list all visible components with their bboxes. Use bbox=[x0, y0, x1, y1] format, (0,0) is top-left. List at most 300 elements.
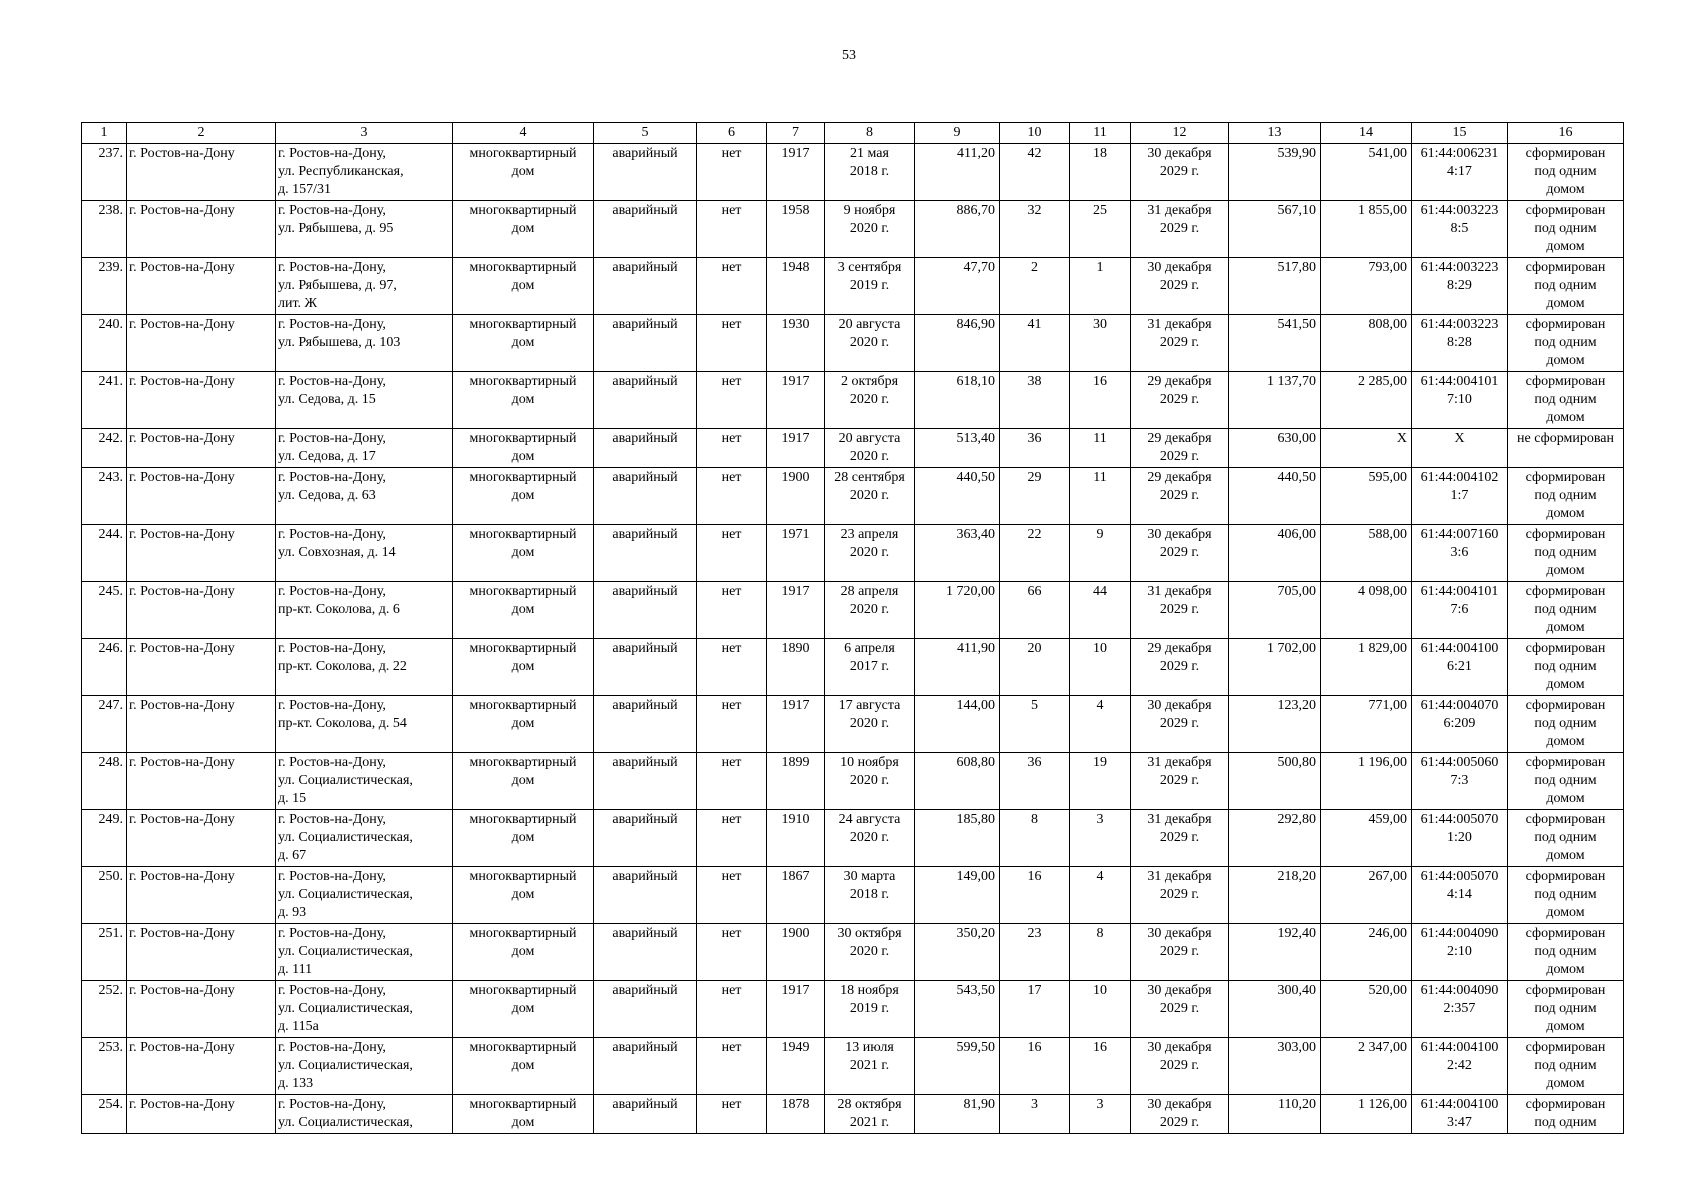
building-type-cell: многоквартирный дом bbox=[453, 867, 594, 924]
condition-cell: аварийный bbox=[594, 924, 697, 981]
row-number: 250. bbox=[82, 867, 127, 924]
row-number: 237. bbox=[82, 144, 127, 201]
area-cell: 363,40 bbox=[915, 525, 1000, 582]
cadastral-number-cell: 61:44:004102 1:7 bbox=[1412, 468, 1508, 525]
address-cell: г. Ростов-на-Дону, ул. Республиканская, д. 157/31 bbox=[276, 144, 453, 201]
land-status-cell: сформирован под одним домом bbox=[1508, 315, 1624, 372]
building-type-cell: многоквартирный дом bbox=[453, 258, 594, 315]
column-header-15: 15 bbox=[1412, 123, 1508, 144]
year-cell: 1948 bbox=[767, 258, 825, 315]
deadline-cell: 30 декабря 2029 г. bbox=[1131, 525, 1229, 582]
recognition-date-cell: 23 апреля 2020 г. bbox=[825, 525, 915, 582]
flag-cell: нет bbox=[697, 810, 767, 867]
housing-registry-table bbox=[81, 122, 1624, 1134]
recognition-date-cell: 20 августа 2020 г. bbox=[825, 315, 915, 372]
value-14-cell: 588,00 bbox=[1321, 525, 1412, 582]
flag-cell: нет bbox=[697, 981, 767, 1038]
residents-cell: 16 bbox=[1000, 1038, 1070, 1095]
area-cell: 185,80 bbox=[915, 810, 1000, 867]
value-14-cell: 1 829,00 bbox=[1321, 639, 1412, 696]
recognition-date-cell: 13 июля 2021 г. bbox=[825, 1038, 915, 1095]
land-status-cell: сформирован под одним домом bbox=[1508, 924, 1624, 981]
value-13-cell: 630,00 bbox=[1229, 429, 1321, 468]
land-status-cell: сформирован под одним домом bbox=[1508, 582, 1624, 639]
value-13-cell: 292,80 bbox=[1229, 810, 1321, 867]
row-number: 251. bbox=[82, 924, 127, 981]
cadastral-number-cell: 61:44:004101 7:10 bbox=[1412, 372, 1508, 429]
row-number: 245. bbox=[82, 582, 127, 639]
residents-cell: 23 bbox=[1000, 924, 1070, 981]
flag-cell: нет bbox=[697, 696, 767, 753]
value-14-cell: 520,00 bbox=[1321, 981, 1412, 1038]
cadastral-number-cell: 61:44:006231 4:17 bbox=[1412, 144, 1508, 201]
apartments-cell: 8 bbox=[1070, 924, 1131, 981]
column-header-3: 3 bbox=[276, 123, 453, 144]
row-number: 249. bbox=[82, 810, 127, 867]
condition-cell: аварийный bbox=[594, 315, 697, 372]
column-header-4: 4 bbox=[453, 123, 594, 144]
flag-cell: нет bbox=[697, 315, 767, 372]
land-status-cell: сформирован под одним домом bbox=[1508, 258, 1624, 315]
building-type-cell: многоквартирный дом bbox=[453, 429, 594, 468]
area-cell: 411,90 bbox=[915, 639, 1000, 696]
table-row bbox=[82, 582, 1624, 639]
city-cell: г. Ростов-на-Дону bbox=[127, 639, 276, 696]
condition-cell: аварийный bbox=[594, 201, 697, 258]
apartments-cell: 44 bbox=[1070, 582, 1131, 639]
apartments-cell: 16 bbox=[1070, 1038, 1131, 1095]
row-number: 254. bbox=[82, 1095, 127, 1134]
cadastral-number-cell: 61:44:004100 3:47 bbox=[1412, 1095, 1508, 1134]
row-number: 248. bbox=[82, 753, 127, 810]
condition-cell: аварийный bbox=[594, 525, 697, 582]
year-cell: 1917 bbox=[767, 582, 825, 639]
apartments-cell: 3 bbox=[1070, 810, 1131, 867]
area-cell: 149,00 bbox=[915, 867, 1000, 924]
land-status-cell: не сформирован bbox=[1508, 429, 1624, 468]
deadline-cell: 30 декабря 2029 г. bbox=[1131, 144, 1229, 201]
address-cell: г. Ростов-на-Дону, ул. Седова, д. 15 bbox=[276, 372, 453, 429]
column-header-1: 1 bbox=[82, 123, 127, 144]
area-cell: 608,80 bbox=[915, 753, 1000, 810]
deadline-cell: 29 декабря 2029 г. bbox=[1131, 429, 1229, 468]
condition-cell: аварийный bbox=[594, 468, 697, 525]
value-14-cell: 808,00 bbox=[1321, 315, 1412, 372]
flag-cell: нет bbox=[697, 144, 767, 201]
value-14-cell: 267,00 bbox=[1321, 867, 1412, 924]
recognition-date-cell: 6 апреля 2017 г. bbox=[825, 639, 915, 696]
deadline-cell: 31 декабря 2029 г. bbox=[1131, 582, 1229, 639]
condition-cell: аварийный bbox=[594, 144, 697, 201]
recognition-date-cell: 24 августа 2020 г. bbox=[825, 810, 915, 867]
table-row bbox=[82, 696, 1624, 753]
value-13-cell: 500,80 bbox=[1229, 753, 1321, 810]
table-row bbox=[82, 525, 1624, 582]
recognition-date-cell: 2 октября 2020 г. bbox=[825, 372, 915, 429]
recognition-date-cell: 3 сентября 2019 г. bbox=[825, 258, 915, 315]
deadline-cell: 30 декабря 2029 г. bbox=[1131, 981, 1229, 1038]
flag-cell: нет bbox=[697, 525, 767, 582]
building-type-cell: многоквартирный дом bbox=[453, 1038, 594, 1095]
apartments-cell: 16 bbox=[1070, 372, 1131, 429]
value-13-cell: 705,00 bbox=[1229, 582, 1321, 639]
cadastral-number-cell: 61:44:003223 8:5 bbox=[1412, 201, 1508, 258]
deadline-cell: 30 декабря 2029 г. bbox=[1131, 924, 1229, 981]
apartments-cell: 10 bbox=[1070, 981, 1131, 1038]
cadastral-number-cell: 61:44:004090 2:357 bbox=[1412, 981, 1508, 1038]
address-cell: г. Ростов-на-Дону, ул. Рябышева, д. 97, лит. Ж bbox=[276, 258, 453, 315]
condition-cell: аварийный bbox=[594, 582, 697, 639]
apartments-cell: 9 bbox=[1070, 525, 1131, 582]
apartments-cell: 4 bbox=[1070, 867, 1131, 924]
cadastral-number-cell: 61:44:004100 6:21 bbox=[1412, 639, 1508, 696]
city-cell: г. Ростов-на-Дону bbox=[127, 315, 276, 372]
city-cell: г. Ростов-на-Дону bbox=[127, 981, 276, 1038]
table-row bbox=[82, 201, 1624, 258]
value-13-cell: 539,90 bbox=[1229, 144, 1321, 201]
apartments-cell: 3 bbox=[1070, 1095, 1131, 1134]
table-header bbox=[82, 123, 1624, 144]
address-cell: г. Ростов-на-Дону, ул. Рябышева, д. 103 bbox=[276, 315, 453, 372]
apartments-cell: 25 bbox=[1070, 201, 1131, 258]
row-number: 241. bbox=[82, 372, 127, 429]
table-row bbox=[82, 810, 1624, 867]
residents-cell: 36 bbox=[1000, 429, 1070, 468]
table-row bbox=[82, 867, 1624, 924]
city-cell: г. Ростов-на-Дону bbox=[127, 258, 276, 315]
column-header-12: 12 bbox=[1131, 123, 1229, 144]
year-cell: 1899 bbox=[767, 753, 825, 810]
apartments-cell: 19 bbox=[1070, 753, 1131, 810]
column-header-10: 10 bbox=[1000, 123, 1070, 144]
area-cell: 47,70 bbox=[915, 258, 1000, 315]
deadline-cell: 30 декабря 2029 г. bbox=[1131, 1095, 1229, 1134]
address-cell: г. Ростов-на-Дону, пр-кт. Соколова, д. 22 bbox=[276, 639, 453, 696]
area-cell: 846,90 bbox=[915, 315, 1000, 372]
year-cell: 1949 bbox=[767, 1038, 825, 1095]
city-cell: г. Ростов-на-Дону bbox=[127, 201, 276, 258]
value-14-cell: 1 126,00 bbox=[1321, 1095, 1412, 1134]
land-status-cell: сформирован под одним домом bbox=[1508, 372, 1624, 429]
residents-cell: 32 bbox=[1000, 201, 1070, 258]
deadline-cell: 31 декабря 2029 г. bbox=[1131, 867, 1229, 924]
area-cell: 144,00 bbox=[915, 696, 1000, 753]
address-cell: г. Ростов-на-Дону, ул. Совхозная, д. 14 bbox=[276, 525, 453, 582]
year-cell: 1917 bbox=[767, 981, 825, 1038]
value-13-cell: 1 137,70 bbox=[1229, 372, 1321, 429]
apartments-cell: 10 bbox=[1070, 639, 1131, 696]
table-row bbox=[82, 315, 1624, 372]
address-cell: г. Ростов-на-Дону, пр-кт. Соколова, д. 6 bbox=[276, 582, 453, 639]
column-header-6: 6 bbox=[697, 123, 767, 144]
apartments-cell: 30 bbox=[1070, 315, 1131, 372]
condition-cell: аварийный bbox=[594, 753, 697, 810]
flag-cell: нет bbox=[697, 582, 767, 639]
table-row bbox=[82, 753, 1624, 810]
cadastral-number-cell: 61:44:005070 4:14 bbox=[1412, 867, 1508, 924]
cadastral-number-cell: 61:44:005070 1:20 bbox=[1412, 810, 1508, 867]
land-status-cell: сформирован под одним домом bbox=[1508, 753, 1624, 810]
address-cell: г. Ростов-на-Дону, ул. Социалистическая, д. 133 bbox=[276, 1038, 453, 1095]
land-status-cell: сформирован под одним домом bbox=[1508, 981, 1624, 1038]
value-14-cell: 246,00 bbox=[1321, 924, 1412, 981]
land-status-cell: сформирован под одним домом bbox=[1508, 1038, 1624, 1095]
building-type-cell: многоквартирный дом bbox=[453, 696, 594, 753]
condition-cell: аварийный bbox=[594, 429, 697, 468]
building-type-cell: многоквартирный дом bbox=[453, 582, 594, 639]
table-row bbox=[82, 468, 1624, 525]
year-cell: 1890 bbox=[767, 639, 825, 696]
value-13-cell: 300,40 bbox=[1229, 981, 1321, 1038]
building-type-cell: многоквартирный дом bbox=[453, 468, 594, 525]
value-13-cell: 1 702,00 bbox=[1229, 639, 1321, 696]
building-type-cell: многоквартирный дом bbox=[453, 1095, 594, 1134]
area-cell: 513,40 bbox=[915, 429, 1000, 468]
column-header-5: 5 bbox=[594, 123, 697, 144]
value-14-cell: 793,00 bbox=[1321, 258, 1412, 315]
residents-cell: 16 bbox=[1000, 867, 1070, 924]
value-14-cell: 1 196,00 bbox=[1321, 753, 1412, 810]
recognition-date-cell: 30 октября 2020 г. bbox=[825, 924, 915, 981]
table-row bbox=[82, 639, 1624, 696]
year-cell: 1958 bbox=[767, 201, 825, 258]
address-cell: г. Ростов-на-Дону, ул. Социалистическая, д. 115а bbox=[276, 981, 453, 1038]
address-cell: г. Ростов-на-Дону, пр-кт. Соколова, д. 54 bbox=[276, 696, 453, 753]
value-13-cell: 406,00 bbox=[1229, 525, 1321, 582]
year-cell: 1900 bbox=[767, 468, 825, 525]
cadastral-number-cell: 61:44:004090 2:10 bbox=[1412, 924, 1508, 981]
value-13-cell: 567,10 bbox=[1229, 201, 1321, 258]
column-header-13: 13 bbox=[1229, 123, 1321, 144]
table-body bbox=[82, 144, 1624, 1134]
value-14-cell: 459,00 bbox=[1321, 810, 1412, 867]
flag-cell: нет bbox=[697, 924, 767, 981]
building-type-cell: многоквартирный дом bbox=[453, 981, 594, 1038]
address-cell: г. Ростов-на-Дону, ул. Рябышева, д. 95 bbox=[276, 201, 453, 258]
row-number: 238. bbox=[82, 201, 127, 258]
value-14-cell: 1 855,00 bbox=[1321, 201, 1412, 258]
table-row bbox=[82, 429, 1624, 468]
condition-cell: аварийный bbox=[594, 867, 697, 924]
residents-cell: 3 bbox=[1000, 1095, 1070, 1134]
city-cell: г. Ростов-на-Дону bbox=[127, 468, 276, 525]
year-cell: 1917 bbox=[767, 372, 825, 429]
value-13-cell: 218,20 bbox=[1229, 867, 1321, 924]
residents-cell: 29 bbox=[1000, 468, 1070, 525]
condition-cell: аварийный bbox=[594, 639, 697, 696]
column-header-16: 16 bbox=[1508, 123, 1624, 144]
flag-cell: нет bbox=[697, 1038, 767, 1095]
residents-cell: 8 bbox=[1000, 810, 1070, 867]
cadastral-number-cell: 61:44:004101 7:6 bbox=[1412, 582, 1508, 639]
city-cell: г. Ростов-на-Дону bbox=[127, 582, 276, 639]
column-header-7: 7 bbox=[767, 123, 825, 144]
area-cell: 618,10 bbox=[915, 372, 1000, 429]
row-number: 239. bbox=[82, 258, 127, 315]
address-cell: г. Ростов-на-Дону, ул. Социалистическая, д. 67 bbox=[276, 810, 453, 867]
cadastral-number-cell: 61:44:003223 8:28 bbox=[1412, 315, 1508, 372]
cadastral-number-cell: 61:44:004070 6:209 bbox=[1412, 696, 1508, 753]
column-header-8: 8 bbox=[825, 123, 915, 144]
city-cell: г. Ростов-на-Дону bbox=[127, 429, 276, 468]
table-row bbox=[82, 981, 1624, 1038]
residents-cell: 22 bbox=[1000, 525, 1070, 582]
apartments-cell: 1 bbox=[1070, 258, 1131, 315]
value-13-cell: 110,20 bbox=[1229, 1095, 1321, 1134]
building-type-cell: многоквартирный дом bbox=[453, 144, 594, 201]
flag-cell: нет bbox=[697, 1095, 767, 1134]
building-type-cell: многоквартирный дом bbox=[453, 924, 594, 981]
column-header-11: 11 bbox=[1070, 123, 1131, 144]
building-type-cell: многоквартирный дом bbox=[453, 810, 594, 867]
table-row bbox=[82, 1095, 1624, 1134]
building-type-cell: многоквартирный дом bbox=[453, 315, 594, 372]
header-row bbox=[82, 123, 1624, 144]
city-cell: г. Ростов-на-Дону bbox=[127, 810, 276, 867]
area-cell: 886,70 bbox=[915, 201, 1000, 258]
building-type-cell: многоквартирный дом bbox=[453, 525, 594, 582]
recognition-date-cell: 28 апреля 2020 г. bbox=[825, 582, 915, 639]
flag-cell: нет bbox=[697, 639, 767, 696]
value-14-cell: 595,00 bbox=[1321, 468, 1412, 525]
row-number: 246. bbox=[82, 639, 127, 696]
cadastral-number-cell: X bbox=[1412, 429, 1508, 468]
area-cell: 350,20 bbox=[915, 924, 1000, 981]
building-type-cell: многоквартирный дом bbox=[453, 201, 594, 258]
city-cell: г. Ростов-на-Дону bbox=[127, 1038, 276, 1095]
recognition-date-cell: 30 марта 2018 г. bbox=[825, 867, 915, 924]
land-status-cell: сформирован под одним bbox=[1508, 1095, 1624, 1134]
value-13-cell: 303,00 bbox=[1229, 1038, 1321, 1095]
recognition-date-cell: 28 октября 2021 г. bbox=[825, 1095, 915, 1134]
land-status-cell: сформирован под одним домом bbox=[1508, 867, 1624, 924]
city-cell: г. Ростов-на-Дону bbox=[127, 1095, 276, 1134]
condition-cell: аварийный bbox=[594, 981, 697, 1038]
area-cell: 440,50 bbox=[915, 468, 1000, 525]
page-number: 53 bbox=[842, 48, 856, 63]
recognition-date-cell: 20 августа 2020 г. bbox=[825, 429, 915, 468]
condition-cell: аварийный bbox=[594, 258, 697, 315]
apartments-cell: 4 bbox=[1070, 696, 1131, 753]
value-14-cell: 771,00 bbox=[1321, 696, 1412, 753]
table-row bbox=[82, 1038, 1624, 1095]
year-cell: 1878 bbox=[767, 1095, 825, 1134]
address-cell: г. Ростов-на-Дону, ул. Седова, д. 17 bbox=[276, 429, 453, 468]
row-number: 253. bbox=[82, 1038, 127, 1095]
residents-cell: 20 bbox=[1000, 639, 1070, 696]
area-cell: 1 720,00 bbox=[915, 582, 1000, 639]
city-cell: г. Ростов-на-Дону bbox=[127, 753, 276, 810]
residents-cell: 17 bbox=[1000, 981, 1070, 1038]
condition-cell: аварийный bbox=[594, 372, 697, 429]
year-cell: 1910 bbox=[767, 810, 825, 867]
column-header-2: 2 bbox=[127, 123, 276, 144]
recognition-date-cell: 28 сентября 2020 г. bbox=[825, 468, 915, 525]
value-14-cell: 541,00 bbox=[1321, 144, 1412, 201]
value-13-cell: 440,50 bbox=[1229, 468, 1321, 525]
value-14-cell: 2 285,00 bbox=[1321, 372, 1412, 429]
city-cell: г. Ростов-на-Дону bbox=[127, 696, 276, 753]
row-number: 243. bbox=[82, 468, 127, 525]
recognition-date-cell: 9 ноября 2020 г. bbox=[825, 201, 915, 258]
apartments-cell: 11 bbox=[1070, 468, 1131, 525]
condition-cell: аварийный bbox=[594, 696, 697, 753]
address-cell: г. Ростов-на-Дону, ул. Седова, д. 63 bbox=[276, 468, 453, 525]
residents-cell: 42 bbox=[1000, 144, 1070, 201]
table-row bbox=[82, 258, 1624, 315]
flag-cell: нет bbox=[697, 468, 767, 525]
condition-cell: аварийный bbox=[594, 810, 697, 867]
recognition-date-cell: 18 ноября 2019 г. bbox=[825, 981, 915, 1038]
land-status-cell: сформирован под одним домом bbox=[1508, 144, 1624, 201]
deadline-cell: 30 декабря 2029 г. bbox=[1131, 258, 1229, 315]
row-number: 244. bbox=[82, 525, 127, 582]
cadastral-number-cell: 61:44:005060 7:3 bbox=[1412, 753, 1508, 810]
city-cell: г. Ростов-на-Дону bbox=[127, 144, 276, 201]
deadline-cell: 30 декабря 2029 г. bbox=[1131, 1038, 1229, 1095]
row-number: 242. bbox=[82, 429, 127, 468]
deadline-cell: 29 декабря 2029 г. bbox=[1131, 639, 1229, 696]
land-status-cell: сформирован под одним домом bbox=[1508, 525, 1624, 582]
cadastral-number-cell: 61:44:007160 3:6 bbox=[1412, 525, 1508, 582]
recognition-date-cell: 21 мая 2018 г. bbox=[825, 144, 915, 201]
row-number: 240. bbox=[82, 315, 127, 372]
value-13-cell: 192,40 bbox=[1229, 924, 1321, 981]
column-header-14: 14 bbox=[1321, 123, 1412, 144]
table-row bbox=[82, 924, 1624, 981]
table-row bbox=[82, 144, 1624, 201]
city-cell: г. Ростов-на-Дону bbox=[127, 867, 276, 924]
row-number: 252. bbox=[82, 981, 127, 1038]
deadline-cell: 29 декабря 2029 г. bbox=[1131, 372, 1229, 429]
condition-cell: аварийный bbox=[594, 1038, 697, 1095]
flag-cell: нет bbox=[697, 429, 767, 468]
residents-cell: 5 bbox=[1000, 696, 1070, 753]
address-cell: г. Ростов-на-Дону, ул. Социалистическая, д. 111 bbox=[276, 924, 453, 981]
deadline-cell: 31 декабря 2029 г. bbox=[1131, 810, 1229, 867]
recognition-date-cell: 17 августа 2020 г. bbox=[825, 696, 915, 753]
land-status-cell: сформирован под одним домом bbox=[1508, 810, 1624, 867]
apartments-cell: 18 bbox=[1070, 144, 1131, 201]
year-cell: 1917 bbox=[767, 144, 825, 201]
residents-cell: 66 bbox=[1000, 582, 1070, 639]
land-status-cell: сформирован под одним домом bbox=[1508, 468, 1624, 525]
year-cell: 1971 bbox=[767, 525, 825, 582]
area-cell: 81,90 bbox=[915, 1095, 1000, 1134]
year-cell: 1900 bbox=[767, 924, 825, 981]
area-cell: 543,50 bbox=[915, 981, 1000, 1038]
flag-cell: нет bbox=[697, 867, 767, 924]
deadline-cell: 31 декабря 2029 г. bbox=[1131, 753, 1229, 810]
deadline-cell: 31 декабря 2029 г. bbox=[1131, 315, 1229, 372]
table-row bbox=[82, 372, 1624, 429]
address-cell: г. Ростов-на-Дону, ул. Социалистическая, bbox=[276, 1095, 453, 1134]
land-status-cell: сформирован под одним домом bbox=[1508, 696, 1624, 753]
value-14-cell: 2 347,00 bbox=[1321, 1038, 1412, 1095]
value-13-cell: 123,20 bbox=[1229, 696, 1321, 753]
address-cell: г. Ростов-на-Дону, ул. Социалистическая, д. 15 bbox=[276, 753, 453, 810]
flag-cell: нет bbox=[697, 258, 767, 315]
value-13-cell: 517,80 bbox=[1229, 258, 1321, 315]
row-number: 247. bbox=[82, 696, 127, 753]
year-cell: 1917 bbox=[767, 429, 825, 468]
deadline-cell: 31 декабря 2029 г. bbox=[1131, 201, 1229, 258]
cadastral-number-cell: 61:44:003223 8:29 bbox=[1412, 258, 1508, 315]
year-cell: 1867 bbox=[767, 867, 825, 924]
column-header-9: 9 bbox=[915, 123, 1000, 144]
value-13-cell: 541,50 bbox=[1229, 315, 1321, 372]
recognition-date-cell: 10 ноября 2020 г. bbox=[825, 753, 915, 810]
